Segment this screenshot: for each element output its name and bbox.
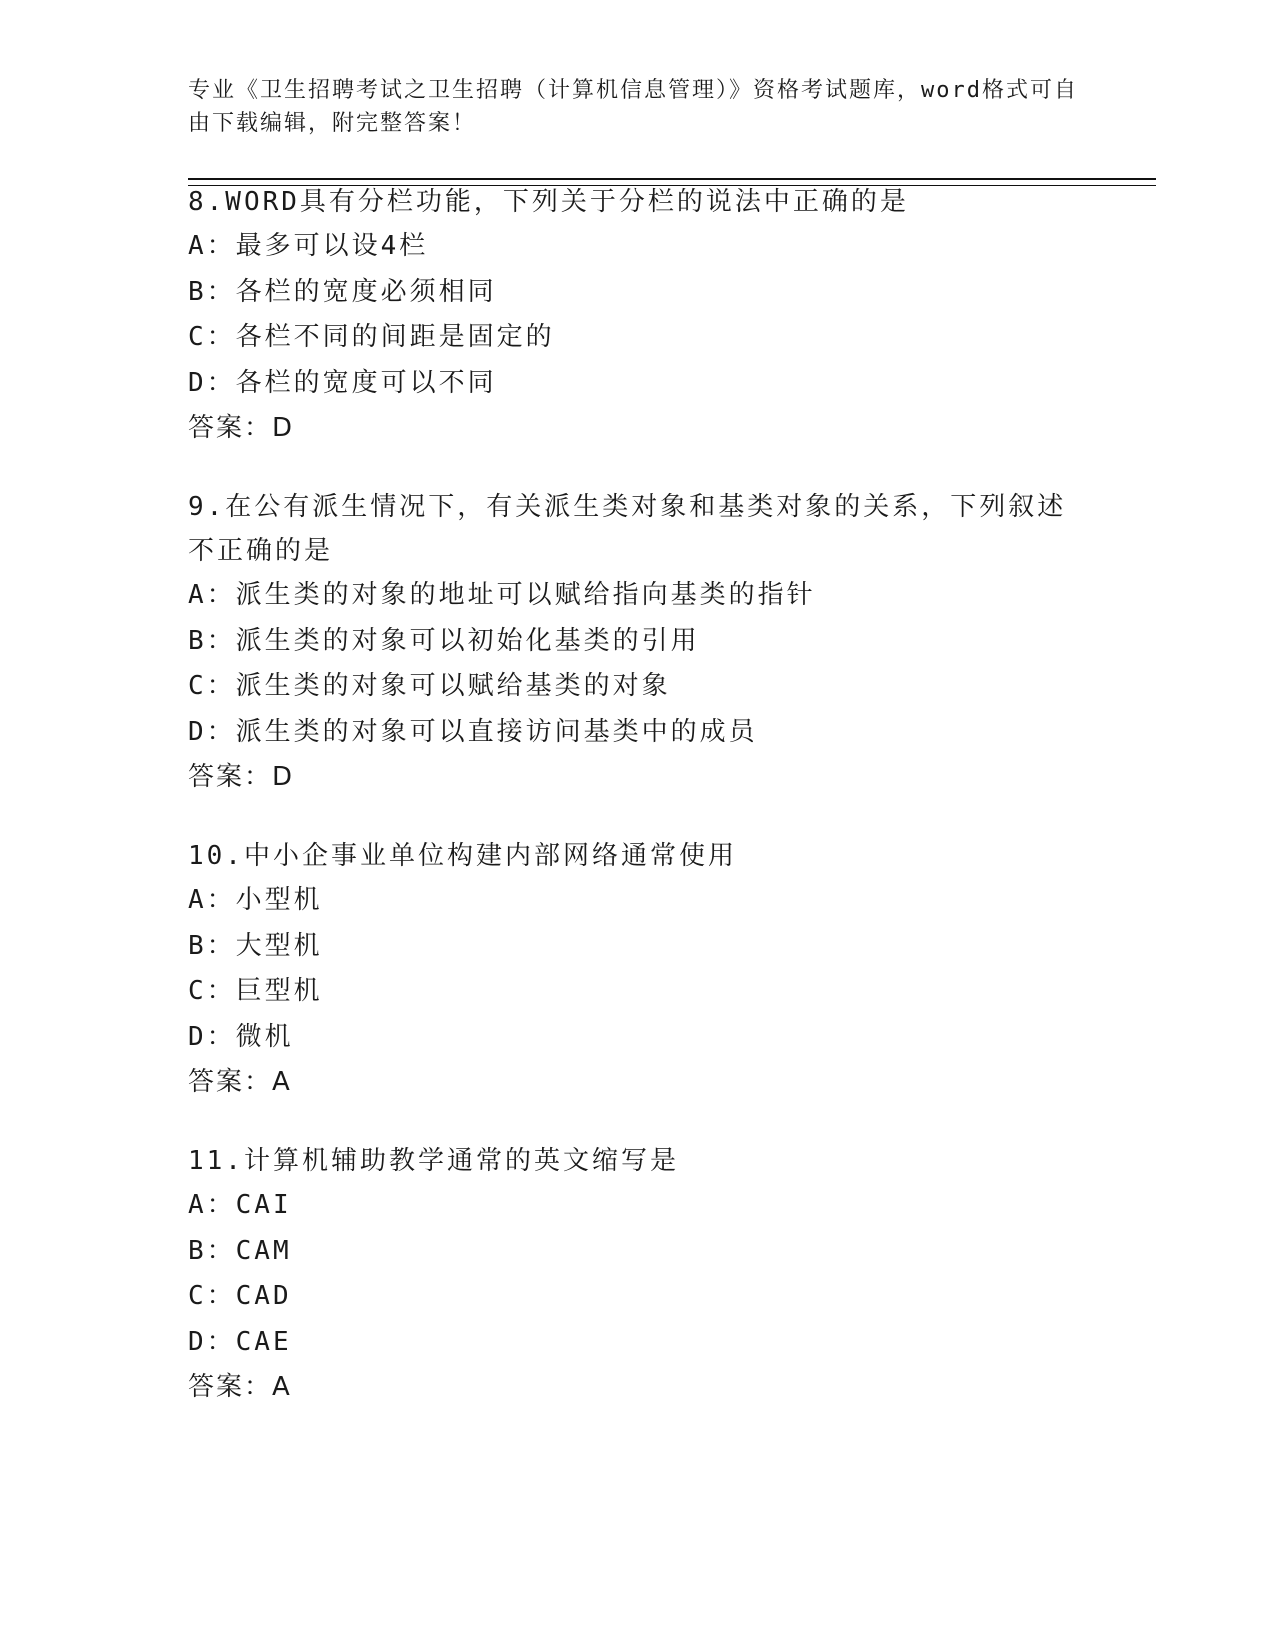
option-c: C：巨型机	[188, 976, 323, 1006]
option-b: B：CAM	[188, 1235, 292, 1266]
question-block	[188, 180, 1088, 452]
question-stem: 9.在公有派生情况下，有关派生类对象和基类对象的关系，下列叙述不正确的是	[188, 492, 1067, 566]
question-block	[188, 1139, 1088, 1411]
option-d: D：各栏的宽度可以不同	[188, 367, 497, 398]
option-b: B：大型机	[188, 930, 323, 961]
option-a: A：CAI	[188, 1190, 292, 1220]
option-d: D：微机	[188, 1021, 294, 1052]
option-a: A：小型机	[188, 885, 323, 915]
option-d: D：CAE	[188, 1326, 292, 1357]
option-a: A：派生类的对象的地址可以赋给指向基类的指针	[188, 580, 816, 610]
option-c: C：CAD	[188, 1281, 292, 1311]
question-stem: 11.计算机辅助教学通常的英文缩写是	[188, 1146, 679, 1176]
document-header: 专业《卫生招聘考试之卫生招聘（计算机信息管理）》资格考试题库，word格式可自由下载编辑，附完整答案！	[188, 78, 1078, 136]
answer: 答案：A	[188, 1067, 292, 1097]
option-a: A：最多可以设4栏	[188, 231, 429, 261]
question-stem: 10.中小企事业单位构建内部网络通常使用	[188, 841, 737, 871]
question-block	[188, 485, 1088, 801]
option-d: D：派生类的对象可以直接访问基类中的成员	[188, 716, 758, 747]
question-stem: 8.WORD具有分栏功能，下列关于分栏的说法中正确的是	[188, 187, 909, 217]
option-c: C：派生类的对象可以赋给基类的对象	[188, 671, 671, 701]
option-b: B：派生类的对象可以初始化基类的引用	[188, 625, 700, 656]
answer: 答案：D	[188, 762, 295, 792]
answer: 答案：A	[188, 1372, 292, 1402]
option-b: B：各栏的宽度必须相同	[188, 276, 497, 307]
option-c: C：各栏不同的间距是固定的	[188, 322, 555, 352]
answer: 答案：D	[188, 413, 295, 443]
question-block	[188, 834, 1088, 1106]
